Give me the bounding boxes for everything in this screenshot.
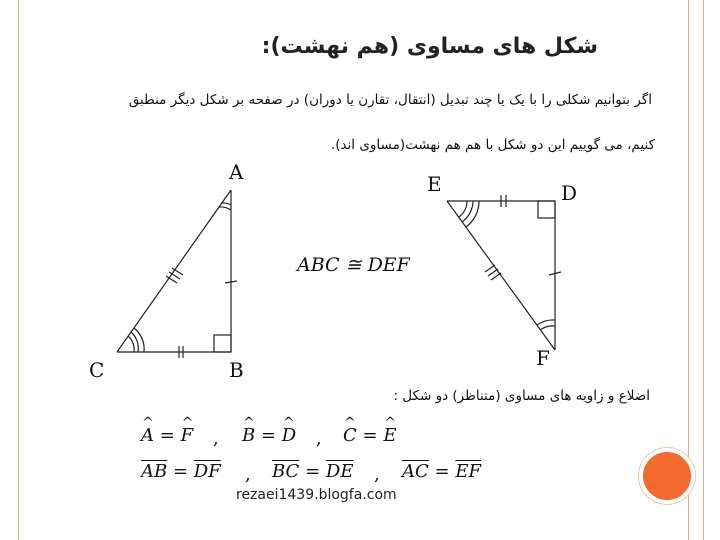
angle-3-left: ^ C bbox=[343, 425, 357, 446]
angle-arc-e-1 bbox=[459, 201, 467, 217]
angle-3-eq: = bbox=[362, 425, 378, 446]
vertex-label-e: E bbox=[427, 172, 442, 196]
tick-ef-3 bbox=[491, 273, 501, 280]
angle-2-left: ^ B bbox=[242, 425, 255, 446]
angle-3-right: ^ E bbox=[383, 425, 396, 446]
separator-4: , bbox=[374, 464, 380, 485]
definition-line-2: کنیم، می گوییم این دو شکل با هم هم نهشت(مساوی اند). bbox=[330, 137, 655, 153]
right-angle-d bbox=[538, 201, 555, 218]
angle-arc-f-2 bbox=[537, 320, 555, 325]
side-2-right: $\overline{DE}$ bbox=[325, 461, 354, 482]
side-2-eq: = bbox=[305, 461, 321, 482]
angle-2-eq: = bbox=[260, 425, 277, 446]
side-3-eq: = bbox=[434, 461, 450, 482]
angle-2-right: ^ D bbox=[282, 425, 296, 446]
angle-1-eq: = bbox=[159, 425, 175, 446]
side-ef bbox=[447, 201, 555, 350]
vertex-label-f: F bbox=[536, 346, 550, 370]
side-1-left: $\overline{AB}$ bbox=[141, 461, 168, 482]
right-angle-b bbox=[214, 335, 231, 352]
angle-arc-c-3 bbox=[134, 328, 144, 352]
separator-3: , bbox=[245, 464, 251, 485]
vertex-label-a: A bbox=[229, 160, 244, 184]
angle-arc-f-1 bbox=[540, 326, 555, 330]
side-2-left: $\overline{BC}$ bbox=[272, 461, 300, 482]
tick-ef-2 bbox=[488, 269, 498, 276]
watermark-url: rezaei1439.blogfa.com bbox=[236, 487, 397, 503]
tick-ef-1 bbox=[485, 265, 495, 272]
slide-title: شکل های مساوی (هم نهشت): bbox=[261, 34, 598, 59]
separator-1: , bbox=[213, 428, 219, 449]
side-3-left: $\overline{AC}$ bbox=[402, 461, 429, 482]
corresponding-parts-caption: اضلاع و زاویه های مساوی (متناظر) دو شکل : bbox=[393, 388, 650, 404]
side-1-eq: = bbox=[172, 461, 189, 482]
definition-line-1: اگر بتوانیم شکلی را با یک یا چند تبدیل (انتقال، تقارن یا دوران) در صفحه بر شکل دیگر منطبق bbox=[128, 92, 652, 108]
triangle-def bbox=[447, 195, 561, 350]
side-3-right: $\overline{EF}$ bbox=[455, 461, 481, 482]
angle-arc-a-1 bbox=[222, 203, 231, 205]
separator-2: , bbox=[316, 428, 322, 449]
vertex-label-c: C bbox=[89, 358, 105, 382]
side-1-right: $\overline{DF}$ bbox=[193, 461, 221, 482]
angle-equality-2 bbox=[242, 425, 296, 446]
side-ac bbox=[117, 190, 231, 352]
angle-arc-c-2 bbox=[128, 336, 134, 352]
angle-1-left: ^ A bbox=[141, 425, 154, 446]
side-equality-3 bbox=[402, 461, 481, 482]
vertex-label-d: D bbox=[561, 181, 578, 205]
triangle-abc bbox=[117, 190, 237, 358]
side-equality-1 bbox=[141, 461, 221, 482]
angle-arc-a-2 bbox=[219, 207, 231, 210]
vertex-label-b: B bbox=[229, 358, 244, 382]
angle-equality-1 bbox=[141, 425, 193, 446]
angle-1-right: ^ F bbox=[181, 425, 194, 446]
congruence-statement: ABC ≅ DEF bbox=[297, 254, 410, 276]
angle-equality-3 bbox=[343, 425, 396, 446]
side-equality-2 bbox=[272, 461, 353, 482]
